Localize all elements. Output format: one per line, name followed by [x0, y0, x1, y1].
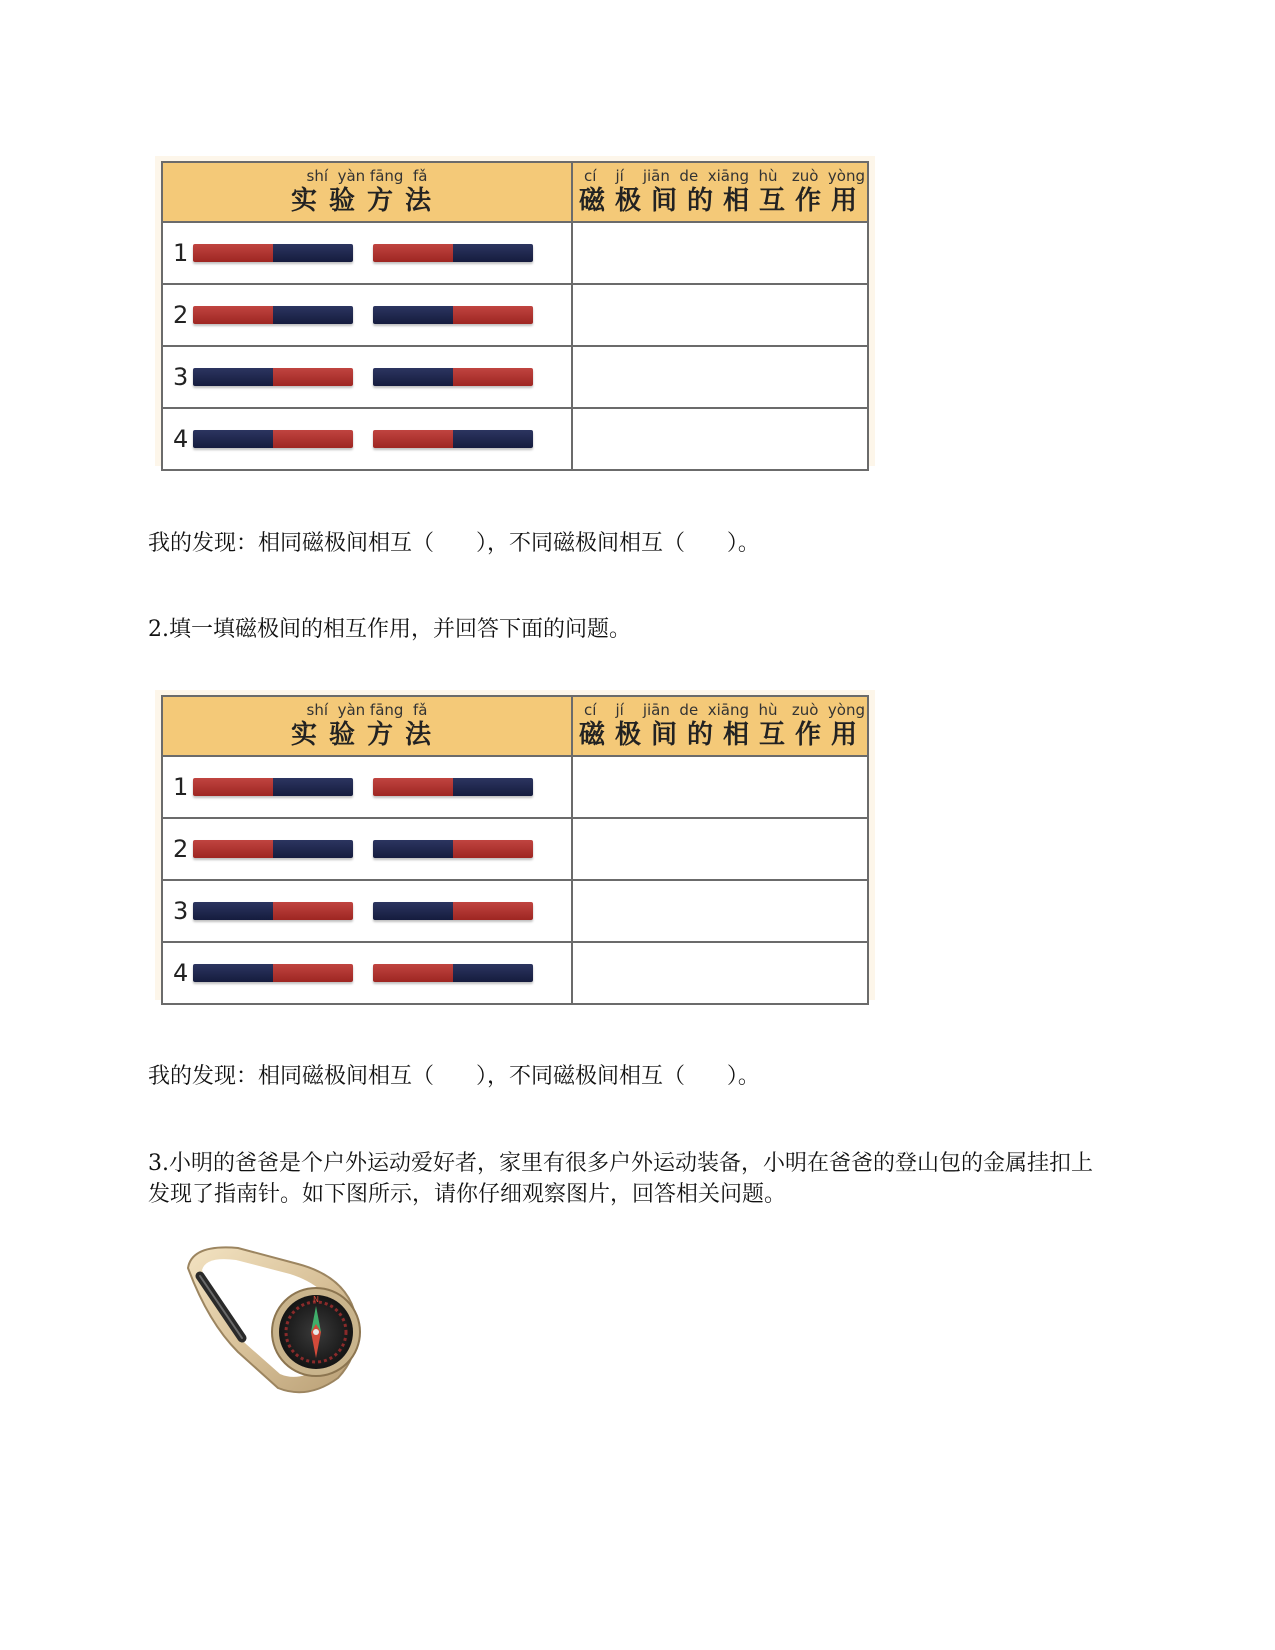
magnet-table-1 — [155, 156, 875, 466]
finding-sentence: 我的发现：相同磁极间相互（ ），不同磁极间相互（ ）。 — [148, 531, 760, 556]
magnet-blue-half — [453, 244, 533, 262]
table-row — [162, 818, 868, 880]
row-number: 3 — [173, 363, 189, 391]
effect-header-title: 磁极间的相互作用 — [578, 720, 867, 750]
method-cell — [162, 222, 572, 284]
answer-cell[interactable] — [572, 222, 868, 284]
svg-text:N: N — [313, 1295, 319, 1304]
bar-magnet — [373, 368, 533, 386]
answer-cell[interactable] — [572, 880, 868, 942]
method-header-title: 实验方法 — [290, 186, 443, 216]
magnet-blue-half — [193, 964, 273, 982]
magnet-blue-half — [453, 964, 533, 982]
magnet-table-2 — [155, 690, 875, 1000]
magnet-blue-half — [373, 306, 453, 324]
magnet-blue-half — [373, 902, 453, 920]
bar-magnet — [193, 306, 353, 324]
magnet-blue-half — [273, 840, 353, 858]
magnet-red-half — [193, 244, 273, 262]
method-cell — [162, 756, 572, 818]
bar-magnet — [193, 964, 353, 982]
method-header — [162, 696, 572, 756]
bar-magnet — [373, 306, 533, 324]
magnet-red-half — [453, 902, 533, 920]
magnet-red-half — [453, 368, 533, 386]
table-row — [162, 942, 868, 1004]
table-row — [162, 408, 868, 470]
bar-magnet — [193, 840, 353, 858]
magnet-blue-half — [373, 368, 453, 386]
method-cell — [162, 880, 572, 942]
method-header — [162, 162, 572, 222]
effect-header-title: 磁极间的相互作用 — [578, 186, 867, 216]
table-row — [162, 284, 868, 346]
answer-cell[interactable] — [572, 346, 868, 408]
magnet-blue-half — [193, 430, 273, 448]
method-cell — [162, 818, 572, 880]
method-header-pinyin: shí yàn fāng fǎ — [306, 701, 428, 719]
answer-cell[interactable] — [572, 756, 868, 818]
magnet-red-half — [373, 430, 453, 448]
magnet-blue-half — [193, 902, 273, 920]
bar-magnet — [193, 244, 353, 262]
table-row — [162, 346, 868, 408]
method-cell — [162, 408, 572, 470]
effect-header — [572, 696, 868, 756]
answer-cell[interactable] — [572, 284, 868, 346]
method-cell — [162, 942, 572, 1004]
bar-magnet — [373, 430, 533, 448]
row-number: 2 — [173, 301, 189, 329]
bar-magnet — [373, 840, 533, 858]
magnet-red-half — [273, 902, 353, 920]
magnet-blue-half — [273, 306, 353, 324]
method-header-title: 实验方法 — [290, 720, 443, 750]
table-row — [162, 222, 868, 284]
carabiner-compass-icon — [178, 1240, 378, 1398]
magnet-blue-half — [193, 368, 273, 386]
effect-header-pinyin: cí jí jiān de xiāng hù zuò yòng — [583, 167, 865, 185]
row-number: 4 — [173, 959, 189, 987]
method-header-pinyin: shí yàn fāng fǎ — [306, 167, 428, 185]
method-cell — [162, 284, 572, 346]
table-row — [162, 756, 868, 818]
magnet-red-half — [193, 778, 273, 796]
method-cell — [162, 346, 572, 408]
magnet-red-half — [373, 778, 453, 796]
magnet-red-half — [453, 306, 533, 324]
bar-magnet — [373, 244, 533, 262]
magnet-blue-half — [453, 430, 533, 448]
magnet-red-half — [273, 430, 353, 448]
row-number: 2 — [173, 835, 189, 863]
row-number: 1 — [173, 239, 189, 267]
bar-magnet — [193, 430, 353, 448]
bar-magnet — [373, 964, 533, 982]
table-row — [162, 880, 868, 942]
effect-header-pinyin: cí jí jiān de xiāng hù zuò yòng — [583, 701, 865, 719]
finding-sentence: 我的发现：相同磁极间相互（ ），不同磁极间相互（ ）。 — [148, 1064, 760, 1089]
magnet-red-half — [453, 840, 533, 858]
magnet-red-half — [273, 368, 353, 386]
bar-magnet — [373, 902, 533, 920]
answer-cell[interactable] — [572, 818, 868, 880]
answer-cell[interactable] — [572, 408, 868, 470]
magnet-red-half — [273, 964, 353, 982]
effect-header — [572, 162, 868, 222]
answer-cell[interactable] — [572, 942, 868, 1004]
question-3: 3.小明的爸爸是个户外运动爱好者，家里有很多户外运动装备，小明在爸爸的登山包的金属挂扣上发现了指南针。如下图所示，请你仔细观察图片，回答相关问题。 — [148, 1151, 1093, 1207]
bar-magnet — [193, 778, 353, 796]
row-number: 3 — [173, 897, 189, 925]
magnet-red-half — [193, 306, 273, 324]
magnet-red-half — [373, 964, 453, 982]
magnet-blue-half — [373, 840, 453, 858]
question-2: 2.填一填磁极间的相互作用，并回答下面的问题。 — [148, 617, 631, 642]
magnet-red-half — [373, 244, 453, 262]
magnet-blue-half — [273, 778, 353, 796]
row-number: 1 — [173, 773, 189, 801]
magnet-blue-half — [453, 778, 533, 796]
bar-magnet — [373, 778, 533, 796]
magnet-red-half — [193, 840, 273, 858]
bar-magnet — [193, 902, 353, 920]
row-number: 4 — [173, 425, 189, 453]
bar-magnet — [193, 368, 353, 386]
magnet-blue-half — [273, 244, 353, 262]
